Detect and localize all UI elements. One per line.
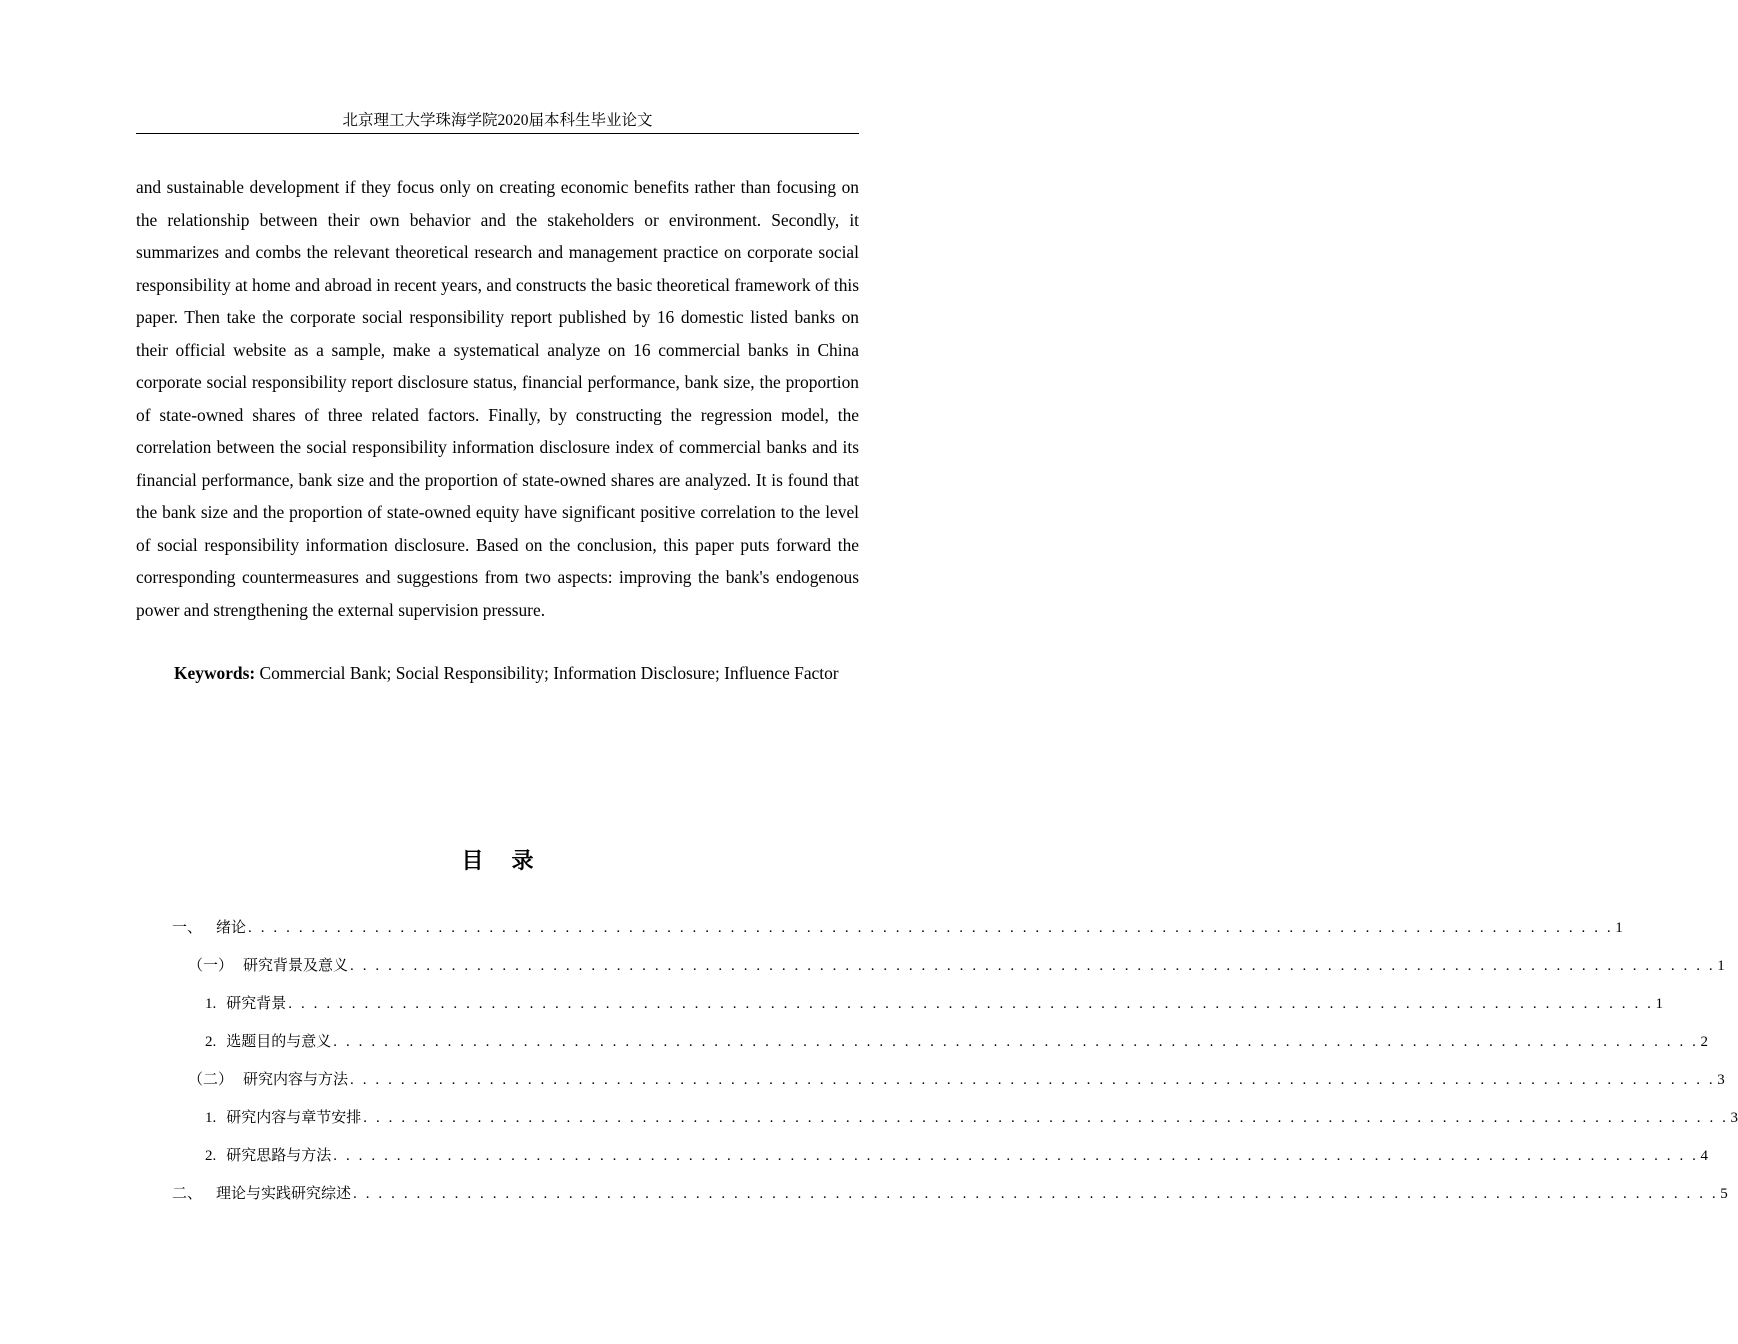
toc-leader-dots: . . . . . . . . . . . . . . . . . . . . . . . . . . . . . . . . . . . . . . . . . . . . . . . . . . . . . . . . . . . . . . . . . . . . . . . . . . . . . . . . . . . . . . . . . . . . . . . . . . . . . . . . . . . . [353,1186,1719,1202]
abstract-paragraph: and sustainable development if they focus only on creating economic benefits rather than focusing on the relationship between their own behavior and the stakeholders or environment. Secondly, it summarizes and combs the relevant theoretical research and management practice on corporate social responsibility at home and abroad in recent years, and constructs the basic theoretical framework of this paper. Then take the corporate social responsibility report published by 16 domestic listed banks on their official website as a sample, make a systematical analyze on 16 commercial banks in China corporate social responsibility report disclosure status, financial performance, bank size, the proportion of state-owned shares of three related factors. Finally, by constructing the regression model, the correlation between the social responsibility information disclosure index of commercial banks and its financial performance, bank size and the proportion of state-owned shares are analyzed. It is found that the bank size and the proportion of state-owned equity have significant positive correlation to the level of social responsibility information disclosure. Based on the conclusion, this paper puts forward the corresponding countermeasures and suggestions from two aspects: improving the bank's endogenous power and strengthening the external supervision pressure. [136,177,859,620]
page-header [136,109,859,134]
toc-leader-dots: . . . . . . . . . . . . . . . . . . . . . . . . . . . . . . . . . . . . . . . . . . . . . . . . . . . . . . . . . . . . . . . . . . . . . . . . . . . . . . . . . . . . . . . . . . . . . . . . . . . . . . . . . . . . [363,1110,1729,1126]
toc-entry-number: 2. [205,1034,217,1050]
toc-entry-label: 研究背景及意义 [243,958,349,974]
toc-entry-page: 3 [1730,1110,1738,1126]
keywords-text: Commercial Bank; Social Responsibility; Information Disclosure; Influence Factor [259,663,839,683]
toc-entry-label: 研究思路与方法 [226,1148,332,1164]
toc-entry-number: （一） [188,958,234,974]
toc-entry-page: 4 [1700,1148,1709,1164]
toc-leader-dots: . . . . . . . . . . . . . . . . . . . . . . . . . . . . . . . . . . . . . . . . . . . . . . . . . . . . . . . . . . . . . . . . . . . . . . . . . . . . . . . . . . . . . . . . . . . . . . . . . . . . . . . . . . . . [288,996,1654,1012]
keywords-label: Keywords: [174,663,256,683]
toc-entry-page: 2 [1700,1034,1709,1050]
toc-entry[interactable] [172,1176,1728,1204]
toc-entry-number: （二） [188,1072,234,1088]
toc-entry[interactable] [205,1138,1709,1166]
toc-title: 目录 [461,848,562,873]
toc-entry-label: 研究内容与方法 [243,1072,349,1088]
toc-entry[interactable] [188,1062,1725,1090]
toc-entry-label: 选题目的与意义 [226,1034,332,1050]
toc-leader-dots: . . . . . . . . . . . . . . . . . . . . . . . . . . . . . . . . . . . . . . . . . . . . . . . . . . . . . . . . . . . . . . . . . . . . . . . . . . . . . . . . . . . . . . . . . . . . . . . . . . . . . . . . . . . . [333,1148,1699,1164]
toc-entry[interactable] [205,1024,1709,1052]
header-title: 北京理工大学珠海学院2020届本科生毕业论文 [342,112,653,129]
toc-entry-page: 1 [1717,958,1725,974]
toc-entry-number: 二、 [172,1186,203,1202]
toc-entry-number: 2. [205,1148,217,1164]
toc-leader-dots: . . . . . . . . . . . . . . . . . . . . . . . . . . . . . . . . . . . . . . . . . . . . . . . . . . . . . . . . . . . . . . . . . . . . . . . . . . . . . . . . . . . . . . . . . . . . . . . . . . . . . . . . . . . . [350,1072,1716,1088]
toc-entry-number: 一、 [172,920,203,936]
toc-entry-label: 绪论 [216,920,247,936]
toc-entry[interactable] [188,948,1725,976]
toc-entry-page: 5 [1720,1186,1728,1202]
toc-entry[interactable] [205,1100,1738,1128]
toc-entry-page: 3 [1717,1072,1725,1088]
abstract-body [136,171,859,626]
toc-entry-number: 1. [205,996,217,1012]
toc-entry-number: 1. [205,1110,217,1126]
toc-entry-page: 1 [1655,996,1664,1012]
toc-entry[interactable] [205,986,1664,1014]
toc-leader-dots: . . . . . . . . . . . . . . . . . . . . . . . . . . . . . . . . . . . . . . . . . . . . . . . . . . . . . . . . . . . . . . . . . . . . . . . . . . . . . . . . . . . . . . . . . . . . . . . . . . . . . . . . . . . . [248,920,1614,936]
toc-entry-label: 理论与实践研究综述 [216,1186,352,1202]
keywords-line [136,657,859,690]
toc-entry[interactable] [172,910,1623,938]
toc-entry-label: 研究内容与章节安排 [226,1110,362,1126]
toc-leader-dots: . . . . . . . . . . . . . . . . . . . . . . . . . . . . . . . . . . . . . . . . . . . . . . . . . . . . . . . . . . . . . . . . . . . . . . . . . . . . . . . . . . . . . . . . . . . . . . . . . . . . . . . . . . . . [333,1034,1699,1050]
toc-entry-label: 研究背景 [226,996,287,1012]
toc-entry-page: 1 [1615,920,1623,936]
toc-leader-dots: . . . . . . . . . . . . . . . . . . . . . . . . . . . . . . . . . . . . . . . . . . . . . . . . . . . . . . . . . . . . . . . . . . . . . . . . . . . . . . . . . . . . . . . . . . . . . . . . . . . . . . . . . . . . [350,958,1716,974]
